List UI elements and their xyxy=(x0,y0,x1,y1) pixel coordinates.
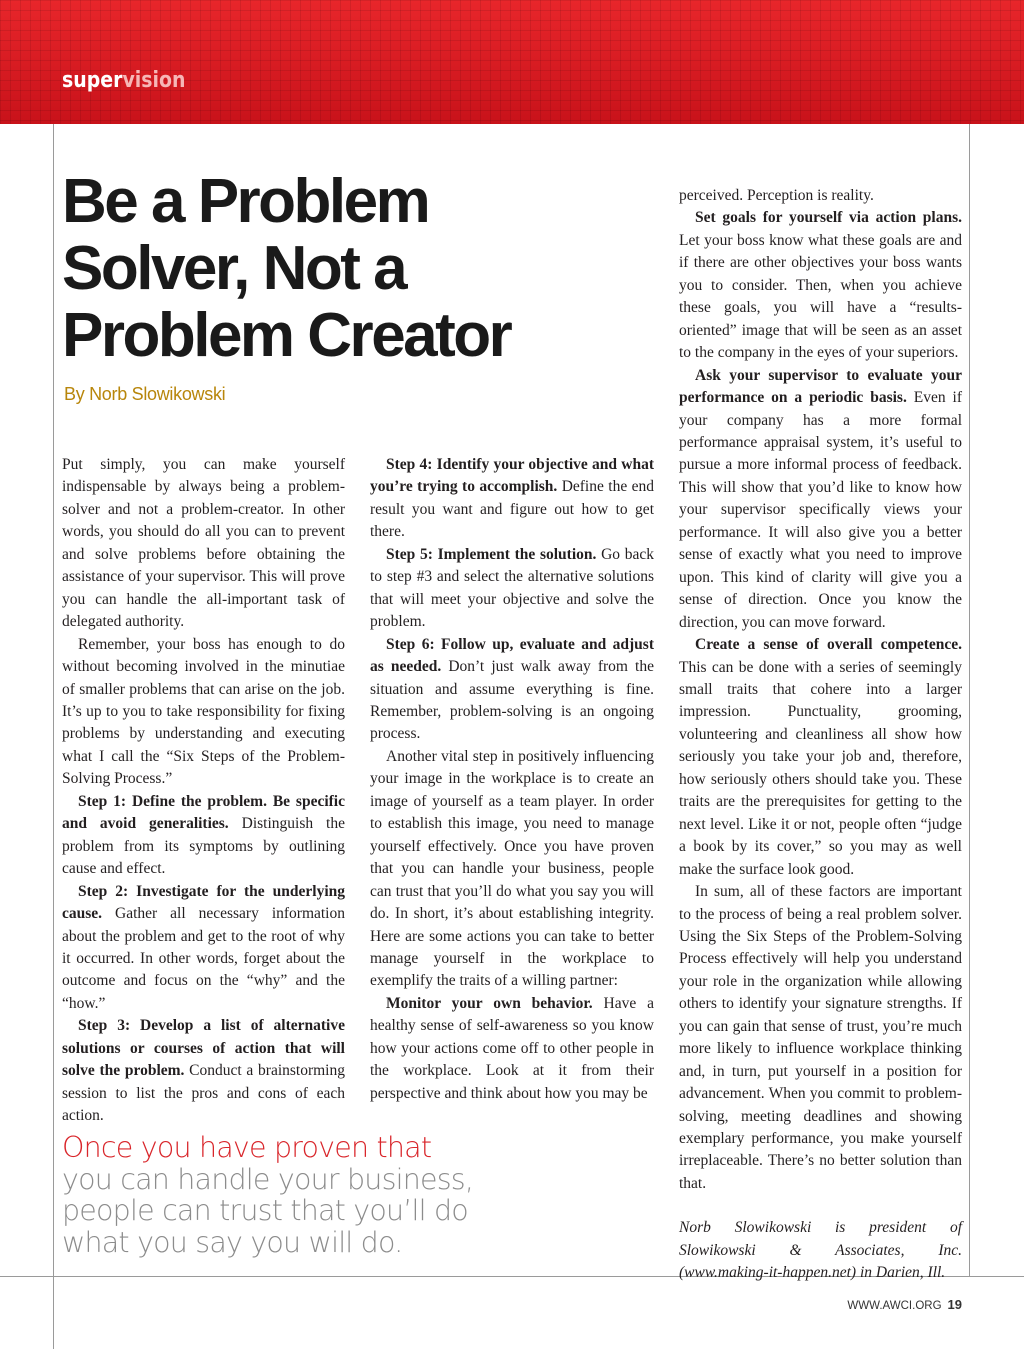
step-heading: Step 6: Follow up, evaluate and adjust as needed. xyxy=(370,635,654,676)
action-heading: Create a sense of overall competence. xyxy=(695,636,962,654)
action-text: Even if your company has a more formal performance appraisal system, it’s useful to pursue a more informal process of feedback. This will show that you’d like to know how your supervisor specifically views your performance. It will also give you a better sense of exactly what you need to improve upon. This kind of clarity will give you a sense of direction. Once you know the direction, you can move forward. xyxy=(679,389,962,631)
action-heading: Ask your supervisor to evaluate your performance on a periodic basis. xyxy=(679,366,962,407)
step-paragraph xyxy=(62,881,345,1016)
right-rule xyxy=(969,124,970,1276)
step-heading: Step 1: Define the problem. Be specific and avoid generalities. xyxy=(62,792,345,833)
action-heading: Monitor your own behavior. xyxy=(386,994,593,1012)
pull-quote-line: people can trust that you’ll do xyxy=(62,1194,468,1227)
body-column-1 xyxy=(62,454,345,1128)
action-paragraph xyxy=(679,207,962,364)
step-heading: Step 5: Implement the solution. xyxy=(386,545,597,563)
pull-quote xyxy=(62,1132,473,1258)
action-text: Have a healthy sense of self-awareness so you know how your actions come off to other people in the workplace. Look at it from their perspective and think about how you may be xyxy=(370,994,654,1102)
section-label xyxy=(62,68,185,93)
action-paragraph xyxy=(679,634,962,881)
action-paragraph xyxy=(679,365,962,634)
pull-quote-line: you can handle your business, xyxy=(62,1162,474,1196)
step-text: Gather all necessary information about the problem and get to the root of why it occurred. In other words, forget about the outcome and focus on the “why” and the “how.” xyxy=(62,905,345,1012)
step-text: Define the end result you want and figure out how to get there. xyxy=(370,478,654,541)
paragraph: Remember, your boss has enough to do without becoming involved in the minutiae of smaller problems that can arise on the job. It’s up to you to take responsibility for fixing problems by understanding and executing what I call the “Six Steps of the Problem-Solving Process.” xyxy=(62,635,345,788)
pull-quote-line: what you say you will do. xyxy=(62,1225,403,1259)
step-text: Go back to step #3 and select the alternative solutions that will meet your objective and solve the problem. xyxy=(370,545,655,631)
pull-quote-line: Once you have proven that xyxy=(62,1131,432,1164)
action-paragraph xyxy=(370,993,654,1105)
action-heading: Set goals for yourself via action plans. xyxy=(695,209,962,227)
step-heading: Step 4: Identify your objective and what you’re trying to accomplish. xyxy=(370,456,654,496)
header-banner xyxy=(0,0,1024,124)
paragraph: Put simply, you can make yourself indispensable by always being a problem-solver and not a problem-creator. In other words, you should do all you can to prevent and solve problems before obtaining the assistance of your supervisor. This will prove you can handle the all-important task of delegated authority. xyxy=(62,456,345,631)
step-paragraph xyxy=(370,454,654,544)
left-rule xyxy=(53,124,54,1349)
paragraph: Another vital step in positively influencing your image in the workplace is to create an image of yourself as a team player. In order to establish this image, you need to manage yourself effectively. Once you have proven that you can handle your business, people can trust that you’ll do what you say you will do. In short, it’s about establishing integrity. Here are some actions you can take to better manage yourself in the workplace to exemplify the traits of a willing partner: xyxy=(370,747,654,990)
footer-url: WWW.AWCI.ORG xyxy=(847,1300,942,1312)
page-number: 19 xyxy=(947,1297,962,1312)
title-line: Be a Problem xyxy=(62,167,429,236)
paragraph: perceived. Perception is reality. xyxy=(679,187,874,204)
step-paragraph xyxy=(370,544,654,634)
byline: By Norb Slowikowski xyxy=(64,384,226,404)
title-line: Solver, Not a xyxy=(62,234,406,303)
step-paragraph xyxy=(62,791,345,881)
section-label-part2: vision xyxy=(122,68,186,93)
step-text: Conduct a brainstorming session to list the pros and cons of each action. xyxy=(62,1062,345,1125)
step-heading: Step 2: Investigate for the underlying cause. xyxy=(62,882,345,923)
body-column-3 xyxy=(679,185,962,1285)
article-title xyxy=(62,168,582,369)
title-line: Problem Creator xyxy=(62,301,511,370)
step-heading: Step 3: Develop a list of alternative solutions or courses of action that will solve the problem. xyxy=(62,1017,345,1080)
step-paragraph xyxy=(62,1015,345,1127)
step-paragraph xyxy=(370,634,654,746)
page-footer xyxy=(847,1297,962,1312)
action-text: Let your boss know what these goals are and if there are other objectives your boss wants you to consider. Then, when you achieve these goals, you will have a “results-oriented” image that will be seen as an asset to the company in the eyes of your superiors. xyxy=(679,231,962,362)
section-label-part1: super xyxy=(62,68,123,93)
author-bio: Norb Slowikowski is president of Slowikowski & Associates, Inc. (www.making-it-happen.net) in Darien, Ill. xyxy=(679,1219,962,1282)
action-text: This can be done with a series of seemingly small traits that cohere into a larger impression. Punctuality, grooming, volunteering and cleanliness all show how seriously you take your job and, therefore, how seriously others should take you. These traits are the prerequisites for getting to the next level. Like it or not, people often “judge a book by its cover,” so you may as well make the surface look good. xyxy=(679,658,962,878)
step-text: Distinguish the problem from its symptoms by outlining cause and effect. xyxy=(62,815,345,878)
body-column-2 xyxy=(370,454,654,1105)
paragraph: In sum, all of these factors are important to the process of being a real problem solver. Using the Six Steps of the Problem-Solving Process effectively will help you understand your role in the organization while allowing others to identify your signature strengths. If you can gain that sense of trust, you’re much more likely to influence workplace thinking and, in turn, put yourself in a position for advancement. When you commit to problem-solving, meeting deadlines and showing exemplary performance, you make yourself irreplaceable. There’s no better solution than that. xyxy=(679,883,962,1192)
step-text: Don’t just walk away from the situation and assume everything is fine. Remember, problem-solving is an ongoing process. xyxy=(370,658,654,743)
